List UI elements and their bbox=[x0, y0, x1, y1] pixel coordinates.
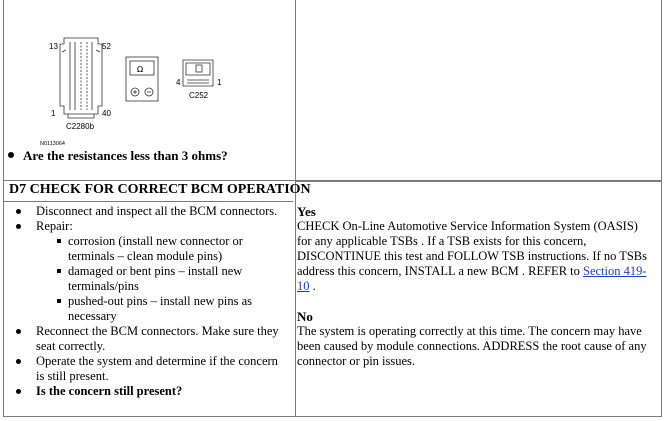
section-link[interactable]: Section 419- bbox=[583, 264, 647, 278]
ohmmeter bbox=[126, 57, 158, 101]
title-divider bbox=[4, 201, 293, 202]
pin-label-40: 40 bbox=[102, 109, 111, 118]
connector-name-c2280b: C2280b bbox=[66, 122, 95, 131]
pin-label-52: 52 bbox=[102, 42, 111, 51]
section-link-cont[interactable]: 10 bbox=[297, 279, 310, 293]
step-instructions bbox=[6, 204, 290, 399]
list-item-question: Is the concern still present? bbox=[6, 384, 290, 399]
pin-label-1-right: 1 bbox=[217, 78, 222, 87]
row-divider-right bbox=[296, 181, 661, 182]
list-item: Repair: bbox=[6, 219, 290, 234]
result-yes-label: Yes bbox=[297, 204, 316, 219]
result-yes-text: CHECK On-Line Automotive Service Information System (OASIS) for any applicable TSBs . If a TSB exists for this concern, DISCONTINUE this test and FOLLOW TSB instructions. If no TSBs address this concern, INSTALL a new BCM . REFER to Section 419- 10 . bbox=[297, 219, 648, 293]
connector-diagram bbox=[40, 30, 240, 148]
figure-id: N0113064 bbox=[40, 141, 65, 147]
sub-item: pushed-out pins – install new pins as necessary bbox=[6, 294, 290, 324]
result-no-label: No bbox=[297, 309, 313, 324]
pin-label-4: 4 bbox=[176, 78, 181, 87]
pin-label-13: 13 bbox=[49, 42, 58, 51]
connector-c2280b bbox=[60, 38, 102, 118]
list-item: Operate the system and determine if the concern is still present. bbox=[6, 354, 290, 384]
diagram-svg bbox=[40, 30, 240, 148]
step-title: D7 CHECK FOR CORRECT BCM OPERATION bbox=[9, 182, 311, 197]
question-text: Are the resistances less than 3 ohms? bbox=[23, 148, 228, 163]
bullet bbox=[8, 152, 14, 158]
question-resistances bbox=[8, 148, 228, 164]
list-item: Disconnect and inspect all the BCM connectors. bbox=[6, 204, 290, 219]
column-divider bbox=[295, 0, 296, 416]
result-no-text: The system is operating correctly at this time. The concern may have been caused by module connections. ADDRESS the root cause of any connector or pin issues. bbox=[297, 324, 647, 368]
sub-item: corrosion (install new connector or terminals – clean module pins) bbox=[6, 234, 290, 264]
pin-label-1: 1 bbox=[51, 109, 56, 118]
results-column bbox=[297, 204, 657, 369]
connector-name-c252: C252 bbox=[189, 91, 209, 100]
list-item: Reconnect the BCM connectors. Make sure they seat correctly. bbox=[6, 324, 290, 354]
sub-item: damaged or bent pins – install new terminals/pins bbox=[6, 264, 290, 294]
connector-c252 bbox=[183, 60, 213, 86]
ohm-symbol: Ω bbox=[137, 65, 144, 74]
